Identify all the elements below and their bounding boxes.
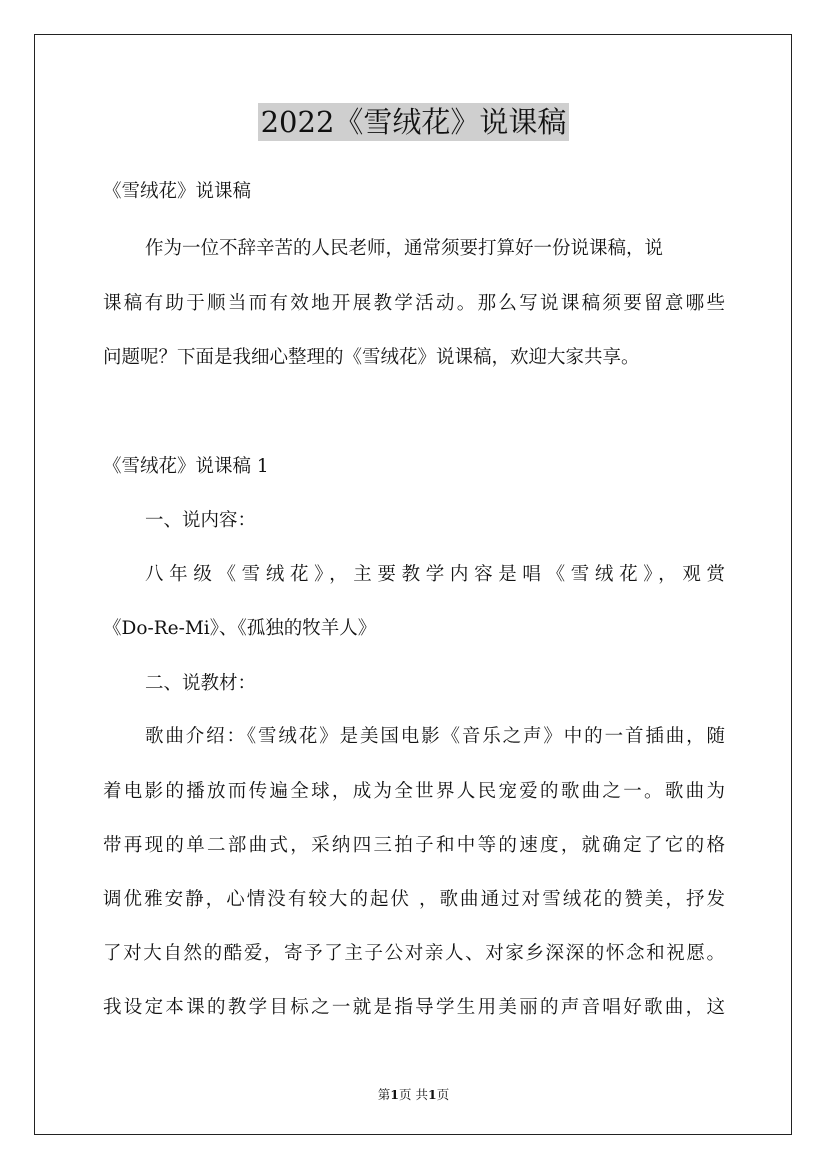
footer-mid: 页 共: [399, 1087, 428, 1102]
footer-page-number: 1: [390, 1087, 399, 1102]
subtitle: 《雪绒花》说课稿: [103, 181, 252, 202]
section1-line: 八年级《雪绒花》，主要教学内容是唱《雪绒花》，观赏: [145, 564, 725, 585]
section2-line: 歌曲介绍：《雪绒花》是美国电影《音乐之声》中的一首插曲，随: [145, 726, 725, 747]
page-footer: [0, 1085, 827, 1103]
section1-line: 《Do-Re-Mi》、《孤独的牧羊人》: [103, 618, 377, 639]
section2-line: 调优雅安静，心情没有较大的起伏 ，歌曲通过对雪绒花的赞美，抒发: [103, 889, 725, 910]
section-heading: 《雪绒花》说课稿 1: [103, 456, 269, 477]
intro-line: 作为一位不辞辛苦的人民老师，通常须要打算好一份说课稿，说: [145, 238, 664, 259]
section1-title: 一、说内容：: [145, 510, 257, 531]
section2-line: 了对大自然的酷爱，寄予了主子公对亲人、对家乡深深的怀念和祝愿。: [103, 943, 725, 964]
intro-line: 课稿有助于顺当而有效地开展教学活动。那么写说课稿须要留意哪些: [103, 293, 725, 314]
section2-line: 着电影的播放而传遍全球，成为全世界人民宠爱的歌曲之一。歌曲为: [103, 781, 725, 802]
document-title: [0, 100, 827, 141]
section2-title: 二、说教材：: [145, 673, 257, 694]
section2-line: 我设定本课的教学目标之一就是指导学生用美丽的声音唱好歌曲，这: [103, 997, 725, 1018]
footer-total-pages: 1: [427, 1087, 437, 1102]
intro-line: 问题呢？下面是我细心整理的《雪绒花》说课稿，欢迎大家共享。: [103, 347, 640, 368]
document-title-text: 2022《雪绒花》说课稿: [258, 103, 570, 141]
section2-line: 带再现的单二部曲式，采纳四三拍子和中等的速度，就确定了它的格: [103, 835, 725, 856]
footer-prefix: 第: [377, 1087, 391, 1102]
footer-suffix: 页: [436, 1087, 450, 1102]
